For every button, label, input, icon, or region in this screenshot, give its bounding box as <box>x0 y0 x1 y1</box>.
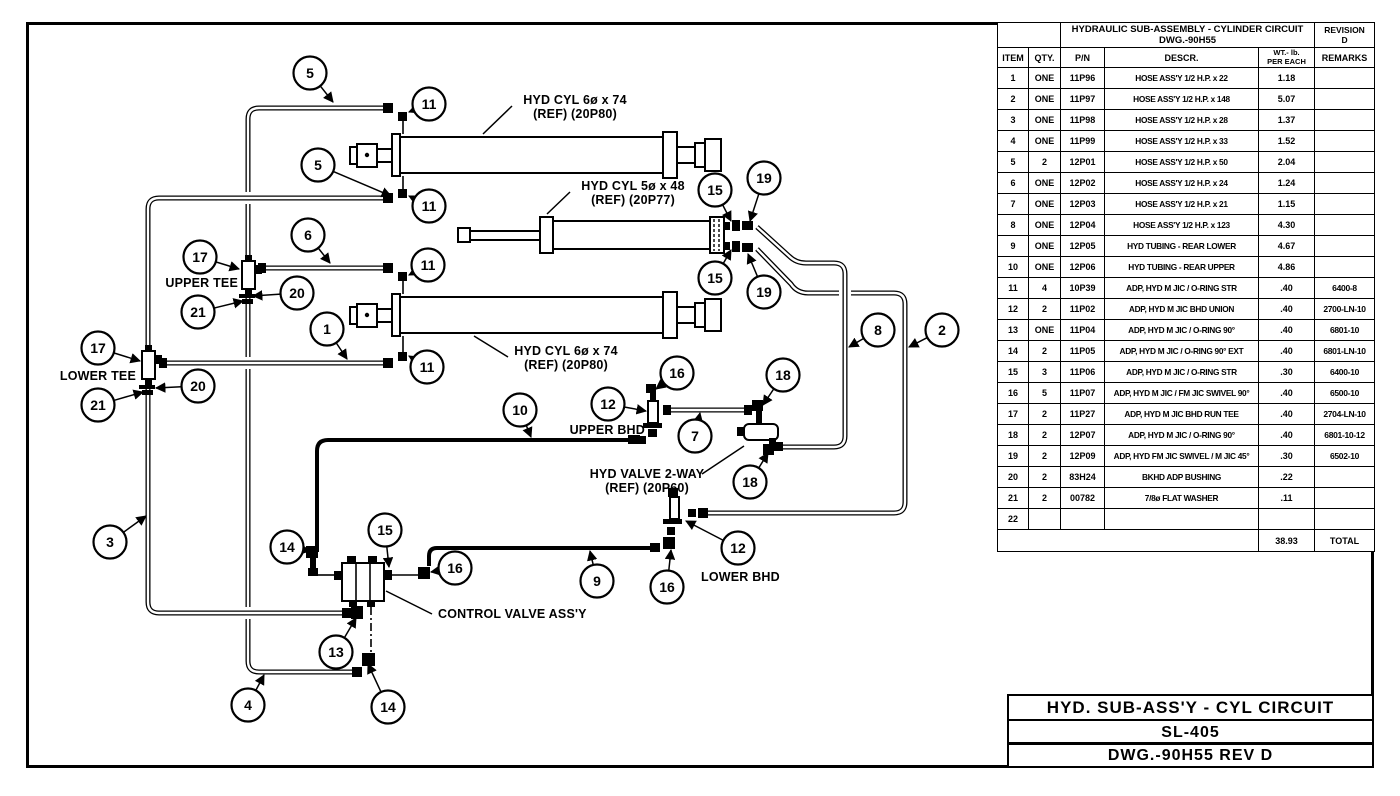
diagram-label <box>483 93 627 134</box>
cell-wt: .30 <box>1259 446 1315 467</box>
diagram-label-text: UPPER BHD <box>569 423 645 437</box>
cell-qty: ONE <box>1029 131 1061 152</box>
balloon-1 <box>311 313 348 360</box>
fittings-15-19 <box>732 220 753 252</box>
cell-remarks: 6801-10-12 <box>1315 425 1375 446</box>
balloon-number: 18 <box>775 367 791 384</box>
cell-pn: 11P02 <box>1061 299 1105 320</box>
table-title-line1: HYDRAULIC SUB-ASSEMBLY - CYLINDER CIRCUIT <box>1071 24 1304 35</box>
cell-descr: ADP, HYD M JIC / O-RING STR <box>1105 278 1259 299</box>
balloon-17 <box>184 241 240 274</box>
table-row <box>998 215 1375 236</box>
cell-wt: .22 <box>1259 467 1315 488</box>
col-remarks: REMARKS <box>1315 48 1375 68</box>
cell-pn: 11P99 <box>1061 131 1105 152</box>
cell-remarks: 6801-10 <box>1315 320 1375 341</box>
cell-remarks: 6400-10 <box>1315 362 1375 383</box>
cell-descr: ADP, HYD M JIC BHD UNION <box>1105 299 1259 320</box>
revision-value: D <box>1341 35 1348 45</box>
balloon-7 <box>679 413 712 453</box>
diagram-label-text: UPPER TEE <box>165 276 238 290</box>
cell-wt: .40 <box>1259 320 1315 341</box>
balloon-18 <box>763 359 800 406</box>
table-row <box>998 362 1375 383</box>
balloon-number: 10 <box>512 402 528 419</box>
cell-pn: 12P06 <box>1061 257 1105 278</box>
cell-wt: .40 <box>1259 299 1315 320</box>
cell-pn: 11P98 <box>1061 110 1105 131</box>
table-row <box>998 110 1375 131</box>
cell-item: 21 <box>998 488 1029 509</box>
balloon-20 <box>253 277 314 310</box>
cell-qty: ONE <box>1029 194 1061 215</box>
cell-qty: ONE <box>1029 320 1061 341</box>
cell-remarks <box>1315 68 1375 89</box>
cell-pn: 11P06 <box>1061 362 1105 383</box>
cell-wt <box>1259 509 1315 530</box>
table-row <box>998 446 1375 467</box>
balloon-21 <box>82 389 144 422</box>
balloon-20 <box>156 370 215 403</box>
cylinder-top-6x74 <box>350 132 721 178</box>
cell-remarks <box>1315 110 1375 131</box>
lower-bhd <box>663 488 696 549</box>
cell-wt: .40 <box>1259 278 1315 299</box>
cell-descr: HOSE ASS'Y 1/2 H.P. x 21 <box>1105 194 1259 215</box>
balloon-number: 14 <box>380 699 396 716</box>
cell-item: 10 <box>998 257 1029 278</box>
cell-item: 19 <box>998 446 1029 467</box>
cell-wt: 1.52 <box>1259 131 1315 152</box>
cell-wt: .40 <box>1259 425 1315 446</box>
cell-qty: 3 <box>1029 362 1061 383</box>
cell-pn: 12P03 <box>1061 194 1105 215</box>
table-row <box>998 383 1375 404</box>
cell-item: 3 <box>998 110 1029 131</box>
balloon-19 <box>748 162 781 222</box>
table-row <box>998 467 1375 488</box>
balloon-number: 13 <box>328 644 344 661</box>
cell-remarks: 6801-LN-10 <box>1315 341 1375 362</box>
drawing-title: HYD. SUB-ASS'Y - CYL CIRCUIT <box>1007 694 1374 721</box>
cell-remarks <box>1315 215 1375 236</box>
table-row <box>998 131 1375 152</box>
diagram-label-text: CONTROL VALVE ASS'Y <box>438 607 587 621</box>
cell-descr: HOSE ASS'Y 1/2 H.P. x 22 <box>1105 68 1259 89</box>
cell-pn: 12P04 <box>1061 215 1105 236</box>
drawing-number: DWG.-90H55 REV D <box>1007 742 1374 768</box>
cell-wt: .11 <box>1259 488 1315 509</box>
balloon-16 <box>656 357 694 390</box>
balloon-21 <box>182 296 244 329</box>
cell-qty: 2 <box>1029 404 1061 425</box>
balloon-8 <box>849 314 895 348</box>
balloon-number: 16 <box>659 579 675 596</box>
cell-descr: ADP, HYD FM JIC SWIVEL / M JIC 45° <box>1105 446 1259 467</box>
cell-pn <box>1061 509 1105 530</box>
balloon-number: 9 <box>593 573 601 590</box>
table-row <box>998 173 1375 194</box>
cell-pn: 12P05 <box>1061 236 1105 257</box>
balloon-number: 7 <box>691 428 699 445</box>
balloon-16 <box>431 552 472 585</box>
balloon-number: 20 <box>289 285 305 302</box>
balloon-number: 14 <box>279 539 295 556</box>
cell-remarks: 2700-LN-10 <box>1315 299 1375 320</box>
cell-item: 13 <box>998 320 1029 341</box>
cell-item: 16 <box>998 383 1029 404</box>
cell-item: 15 <box>998 362 1029 383</box>
balloon-11 <box>409 351 444 384</box>
parts-table <box>997 22 1375 552</box>
cell-item: 5 <box>998 152 1029 173</box>
cell-remarks <box>1315 467 1375 488</box>
diagram-label-text: HYD CYL 6ø x 74 <box>523 93 627 107</box>
cell-item: 2 <box>998 89 1029 110</box>
cell-descr: HOSE ASS'Y 1/2 H.P. x 28 <box>1105 110 1259 131</box>
cell-descr: HOSE ASS'Y 1/2 H.P. x 148 <box>1105 89 1259 110</box>
table-row <box>998 425 1375 446</box>
table-row <box>998 89 1375 110</box>
balloon-number: 12 <box>730 540 746 557</box>
table-row <box>998 152 1375 173</box>
balloon-5 <box>294 57 334 103</box>
cell-qty: ONE <box>1029 215 1061 236</box>
cell-descr <box>1105 509 1259 530</box>
balloon-14 <box>368 664 405 724</box>
diagram-label <box>570 423 645 437</box>
upper-tee <box>239 255 262 304</box>
diagram-label-text: (REF) (20P80) <box>524 358 608 372</box>
cell-wt: 5.07 <box>1259 89 1315 110</box>
table-row <box>998 299 1375 320</box>
cell-remarks <box>1315 488 1375 509</box>
balloon-number: 19 <box>756 284 772 301</box>
cell-descr: BKHD ADP BUSHING <box>1105 467 1259 488</box>
col-qty: QTY. <box>1029 48 1061 68</box>
balloon-number: 16 <box>669 365 685 382</box>
balloon-10 <box>504 394 537 438</box>
cell-remarks <box>1315 194 1375 215</box>
balloon-number: 17 <box>192 249 208 266</box>
balloon-number: 4 <box>244 697 252 714</box>
cell-pn: 11P04 <box>1061 320 1105 341</box>
balloon-number: 11 <box>421 96 437 113</box>
cell-pn: 11P07 <box>1061 383 1105 404</box>
table-row <box>998 341 1375 362</box>
cell-pn: 11P27 <box>1061 404 1105 425</box>
cell-remarks: 6502-10 <box>1315 446 1375 467</box>
cell-pn: 11P96 <box>1061 68 1105 89</box>
cell-descr: HOSE ASS'Y 1/2 H.P. x 50 <box>1105 152 1259 173</box>
balloon-16 <box>651 550 684 604</box>
cylinder-bottom-6x74 <box>350 292 721 338</box>
cell-wt: 1.18 <box>1259 68 1315 89</box>
balloon-number: 19 <box>756 170 772 187</box>
cell-qty: ONE <box>1029 173 1061 194</box>
table-title <box>1061 23 1315 48</box>
cell-qty: 4 <box>1029 278 1061 299</box>
hose-2 <box>704 249 905 513</box>
balloon-number: 1 <box>323 321 331 338</box>
cell-item: 20 <box>998 467 1029 488</box>
cell-pn: 83H24 <box>1061 467 1105 488</box>
diagram-label <box>386 591 587 621</box>
cell-pn: 11P05 <box>1061 341 1105 362</box>
total-weight: 38.93 <box>1259 530 1315 552</box>
balloon-number: 20 <box>190 378 206 395</box>
cell-descr: ADP, HYD M JIC / O-RING 90° <box>1105 425 1259 446</box>
balloon-18 <box>734 453 769 499</box>
revision-label: REVISION <box>1324 25 1365 35</box>
table-row <box>998 320 1375 341</box>
diagram-label-text: HYD CYL 5ø x 48 <box>581 179 685 193</box>
balloon-12 <box>686 521 755 565</box>
cell-item: 17 <box>998 404 1029 425</box>
table-row <box>998 236 1375 257</box>
diagram-label-text: HYD VALVE 2-WAY <box>589 467 705 481</box>
cell-descr: 7/8ø FLAT WASHER <box>1105 488 1259 509</box>
diagram-label-text: (REF) (20P80) <box>533 107 617 121</box>
cell-pn: 12P01 <box>1061 152 1105 173</box>
cell-item: 8 <box>998 215 1029 236</box>
balloon-number: 11 <box>420 257 436 274</box>
total-row <box>998 530 1375 552</box>
balloon-4 <box>232 675 265 722</box>
cell-remarks: 2704-LN-10 <box>1315 404 1375 425</box>
cell-descr: HOSE ASS'Y 1/2 H.P. x 24 <box>1105 173 1259 194</box>
cell-wt: .30 <box>1259 362 1315 383</box>
diagram-label <box>165 276 238 290</box>
cell-qty: ONE <box>1029 257 1061 278</box>
cell-wt: 2.04 <box>1259 152 1315 173</box>
balloon-number: 18 <box>742 474 758 491</box>
balloon-number: 15 <box>707 182 723 199</box>
cell-descr: HOSE ASS'Y 1/2 H.P. x 123 <box>1105 215 1259 236</box>
balloon-number: 6 <box>304 227 312 244</box>
table-row <box>998 509 1375 530</box>
cell-remarks <box>1315 173 1375 194</box>
cell-qty: ONE <box>1029 89 1061 110</box>
cell-item: 12 <box>998 299 1029 320</box>
table-title-row <box>998 23 1375 48</box>
table-title-line2: DWG.-90H55 <box>1159 35 1217 46</box>
cell-qty: ONE <box>1029 236 1061 257</box>
cell-descr: HYD TUBING - REAR UPPER <box>1105 257 1259 278</box>
balloon-number: 21 <box>90 397 106 414</box>
balloon-number: 11 <box>421 198 437 215</box>
cell-wt: 1.37 <box>1259 110 1315 131</box>
balloon-14 <box>271 531 311 564</box>
cell-descr: ADP, HYD M JIC / O-RING STR <box>1105 362 1259 383</box>
cell-descr: ADP, HYD M JIC / FM JIC SWIVEL 90° <box>1105 383 1259 404</box>
cell-pn: 11P97 <box>1061 89 1105 110</box>
balloon-number: 11 <box>419 359 435 376</box>
col-descr: DESCR. <box>1105 48 1259 68</box>
cell-pn: 10P39 <box>1061 278 1105 299</box>
diagram-label-text: (REF) (20P77) <box>591 193 675 207</box>
cell-wt: 1.15 <box>1259 194 1315 215</box>
table-row <box>998 488 1375 509</box>
hose-end-fittings <box>159 103 783 677</box>
cell-item: 14 <box>998 341 1029 362</box>
balloon-11 <box>409 190 446 223</box>
balloon-number: 5 <box>306 65 314 82</box>
col-pn: P/N <box>1061 48 1105 68</box>
cell-qty: 2 <box>1029 467 1061 488</box>
cell-item: 9 <box>998 236 1029 257</box>
balloon-number: 8 <box>874 322 882 339</box>
balloon-11 <box>409 88 446 121</box>
cell-remarks <box>1315 152 1375 173</box>
balloon-number: 15 <box>707 270 723 287</box>
cell-item: 18 <box>998 425 1029 446</box>
total-spacer <box>998 530 1259 552</box>
cell-item: 7 <box>998 194 1029 215</box>
table-row <box>998 68 1375 89</box>
cell-wt: 4.67 <box>1259 236 1315 257</box>
diagram-label-text: (REF) (20P60) <box>605 481 689 495</box>
tubing-10-rear-upper <box>317 440 636 552</box>
cell-wt: 4.86 <box>1259 257 1315 278</box>
cell-pn: 12P07 <box>1061 425 1105 446</box>
cell-descr: HYD TUBING - REAR LOWER <box>1105 236 1259 257</box>
balloon-number: 17 <box>90 340 106 357</box>
diagram-label <box>590 446 744 495</box>
diagram-label <box>474 336 618 372</box>
cell-descr: ADP, HYD M JIC / O-RING 90° <box>1105 320 1259 341</box>
cell-descr: ADP, HYD M JIC BHD RUN TEE <box>1105 404 1259 425</box>
balloon-15 <box>699 174 732 222</box>
cell-remarks <box>1315 236 1375 257</box>
diagram-label-text: LOWER TEE <box>59 369 136 383</box>
balloon-number: 5 <box>314 157 322 174</box>
cell-qty: 2 <box>1029 299 1061 320</box>
cell-item: 4 <box>998 131 1029 152</box>
balloon-number: 15 <box>377 522 393 539</box>
balloon-13 <box>320 618 357 669</box>
cell-remarks <box>1315 509 1375 530</box>
cell-qty <box>1029 509 1061 530</box>
cell-item: 6 <box>998 173 1029 194</box>
cell-remarks <box>1315 257 1375 278</box>
balloon-number: 12 <box>600 396 616 413</box>
balloon-number: 16 <box>447 560 463 577</box>
cell-item: 1 <box>998 68 1029 89</box>
blank-cell <box>998 23 1061 48</box>
cell-wt: .40 <box>1259 383 1315 404</box>
diagram-label <box>547 179 685 214</box>
cell-item: 22 <box>998 509 1029 530</box>
cell-qty: 2 <box>1029 488 1061 509</box>
title-block <box>1007 694 1374 768</box>
balloon-17 <box>82 332 141 365</box>
balloon-3 <box>94 516 147 559</box>
cell-wt: 4.30 <box>1259 215 1315 236</box>
balloon-2 <box>909 314 959 348</box>
diagram-label <box>701 570 780 584</box>
cell-qty: 2 <box>1029 425 1061 446</box>
cell-qty: 5 <box>1029 383 1061 404</box>
cell-qty: 2 <box>1029 341 1061 362</box>
cell-qty: ONE <box>1029 68 1061 89</box>
diagram-label-text: HYD CYL 6ø x 74 <box>514 344 618 358</box>
cell-descr: HOSE ASS'Y 1/2 H.P. x 33 <box>1105 131 1259 152</box>
balloon-11 <box>409 249 445 282</box>
cylinder-middle-5x48 <box>458 217 730 253</box>
col-item: ITEM <box>998 48 1029 68</box>
cell-remarks <box>1315 131 1375 152</box>
diagram-label-text: LOWER BHD <box>701 570 780 584</box>
cell-wt: 1.24 <box>1259 173 1315 194</box>
cell-descr: ADP, HYD M JIC / O-RING 90° EXT <box>1105 341 1259 362</box>
balloon-12 <box>592 388 647 421</box>
cell-qty: 2 <box>1029 446 1061 467</box>
table-row <box>998 404 1375 425</box>
table-row <box>998 194 1375 215</box>
model-number: SL-405 <box>1007 719 1374 745</box>
cell-remarks: 6400-8 <box>1315 278 1375 299</box>
balloon-number: 2 <box>938 322 946 339</box>
col-wt: WT.- lb. PER EACH <box>1259 48 1315 68</box>
cell-item: 11 <box>998 278 1029 299</box>
balloon-number: 3 <box>106 534 114 551</box>
table-row <box>998 278 1375 299</box>
cell-pn: 12P09 <box>1061 446 1105 467</box>
cell-pn: 12P02 <box>1061 173 1105 194</box>
balloon-6 <box>292 219 331 264</box>
cell-pn: 00782 <box>1061 488 1105 509</box>
cell-qty: 2 <box>1029 152 1061 173</box>
revision-cell <box>1315 23 1375 48</box>
balloon-number: 21 <box>190 304 206 321</box>
cell-wt: .40 <box>1259 341 1315 362</box>
table-row <box>998 257 1375 278</box>
balloon-15 <box>699 250 732 295</box>
total-label: TOTAL <box>1315 530 1375 552</box>
diagram-label <box>60 369 136 383</box>
cell-qty: ONE <box>1029 110 1061 131</box>
cell-remarks: 6500-10 <box>1315 383 1375 404</box>
balloon-19 <box>748 254 781 309</box>
cell-wt: .40 <box>1259 404 1315 425</box>
balloon-9 <box>581 551 614 598</box>
table-header-row <box>998 48 1375 68</box>
cell-remarks <box>1315 89 1375 110</box>
